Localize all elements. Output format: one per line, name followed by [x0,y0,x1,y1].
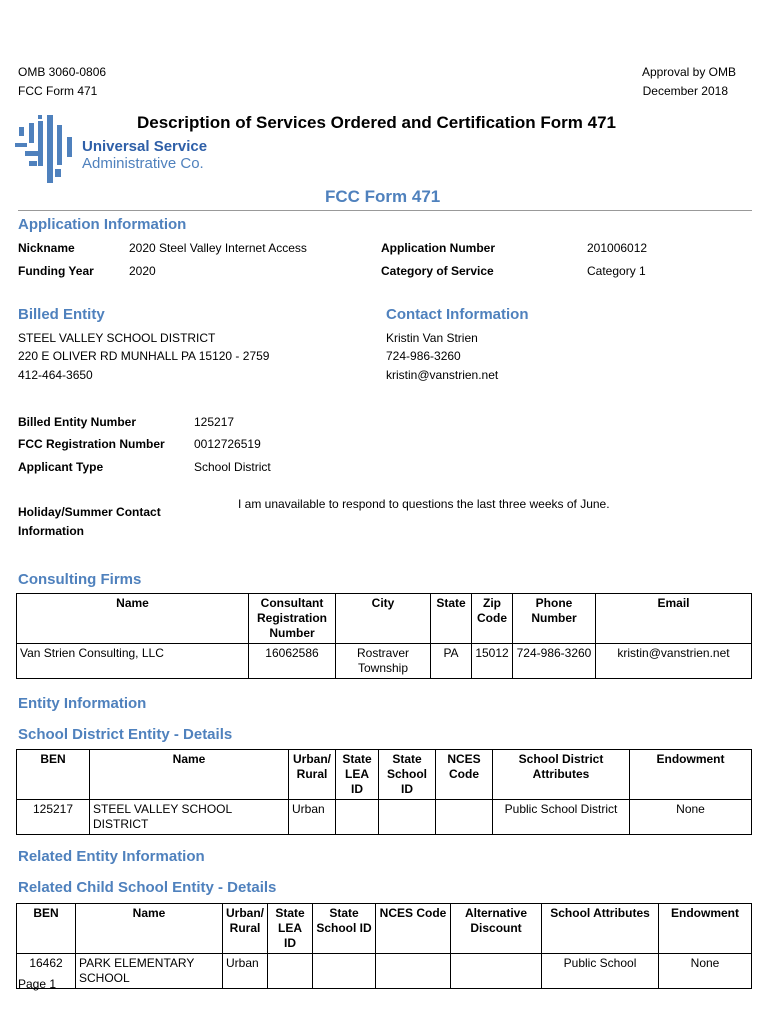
column-header: State LEA ID [336,750,379,800]
form-name: FCC Form 471 [18,84,98,98]
column-header: Endowment [659,904,752,954]
cell-state: PA [431,644,472,679]
cell-city: Rostraver Township [336,644,431,679]
cell-ben: 125217 [17,800,90,835]
application-number-value: 201006012 [587,241,648,255]
cell-endowment: None [630,800,752,835]
column-header: BEN [17,904,76,954]
application-number-label: Application Number [381,241,496,255]
school-district-table [16,749,752,835]
contact-info-title: Contact Information [386,306,529,323]
table-row [17,644,752,679]
billed-entity-name: STEEL VALLEY SCHOOL DISTRICT [18,331,216,345]
table-header-row [17,750,752,800]
consulting-firms-title: Consulting Firms [18,571,142,588]
column-header: Name [17,594,249,644]
column-header: Alternative Discount [451,904,542,954]
cell-phone: 724-986-3260 [513,644,596,679]
approval-date: December 2018 [642,84,728,98]
column-header: Consultant Registration Number [249,594,336,644]
holiday-contact-value: I am unavailable to respond to questions the last three weeks of June. [238,497,610,511]
cell-urban-rural: Urban [289,800,336,835]
table-row [17,954,752,989]
fcc-registration-value: 0012726519 [194,437,261,451]
cell-zip: 15012 [472,644,513,679]
column-header: School Attributes [542,904,659,954]
column-header: Name [76,904,223,954]
application-info-title: Application Information [18,216,187,233]
holiday-contact-label: Holiday/Summer Contact [18,505,161,519]
cell-name: Van Strien Consulting, LLC [17,644,249,679]
table-header-row [17,904,752,954]
column-header: Name [90,750,289,800]
column-header: Urban/ Rural [223,904,268,954]
billed-entity-title: Billed Entity [18,306,105,323]
cell-alternative-discount [451,954,542,989]
child-school-table [16,903,752,989]
column-header: State School ID [313,904,376,954]
nickname-label: Nickname [18,241,75,255]
cell-nces-code [436,800,493,835]
child-school-details-title: Related Child School Entity - Details [18,879,277,896]
applicant-type-value: School District [194,460,271,474]
page-number: Page 1 [18,977,57,991]
funding-year-label: Funding Year [18,264,94,278]
cell-attributes: Public School District [493,800,630,835]
cell-ben: 16462 [17,954,76,989]
column-header: Urban/ Rural [289,750,336,800]
logo-text-line2: Administrative Co. [82,155,204,172]
column-header: Endowment [630,750,752,800]
contact-name: Kristin Van Strien [386,331,478,345]
column-header: State School ID [379,750,436,800]
column-header: State LEA ID [268,904,313,954]
category-label: Category of Service [381,264,494,278]
cell-endowment: None [659,954,752,989]
contact-email: kristin@vanstrien.net [386,368,499,382]
cell-state-school-id [379,800,436,835]
ben-value: 125217 [194,415,235,429]
cell-registration: 16062586 [249,644,336,679]
heading-divider [18,210,752,211]
table-row [17,800,752,835]
table-header-row [17,594,752,644]
cell-name: PARK ELEMENTARY SCHOOL [76,954,223,989]
column-header: NCES Code [436,750,493,800]
billed-entity-phone: 412-464-3650 [18,368,93,382]
logo-text-line1: Universal Service [82,138,208,155]
consulting-firms-table [16,593,752,679]
cell-state-lea-id [336,800,379,835]
cell-state-lea-id [268,954,313,989]
page-title: Description of Services Ordered and Certification Form 471 [137,113,616,132]
cell-state-school-id [313,954,376,989]
fcc-registration-label: FCC Registration Number [18,437,165,451]
column-header: City [336,594,431,644]
column-header: Phone Number [513,594,596,644]
form-heading: FCC Form 471 [325,187,441,206]
contact-phone: 724-986-3260 [386,349,461,363]
cell-urban-rural: Urban [223,954,268,989]
column-header: BEN [17,750,90,800]
column-header: NCES Code [376,904,451,954]
related-entity-title: Related Entity Information [18,848,205,865]
school-district-details-title: School District Entity - Details [18,726,233,743]
funding-year-value: 2020 [129,264,156,278]
cell-email: kristin@vanstrien.net [596,644,752,679]
column-header: Zip Code [472,594,513,644]
cell-nces-code [376,954,451,989]
column-header: School District Attributes [493,750,630,800]
cell-name: STEEL VALLEY SCHOOL DISTRICT [90,800,289,835]
omb-number: OMB 3060-0806 [18,65,107,79]
cell-attributes: Public School [542,954,659,989]
applicant-type-label: Applicant Type [18,460,104,474]
usac-logo-icon [15,115,75,185]
nickname-value: 2020 Steel Valley Internet Access [129,241,307,255]
holiday-contact-label-line2: Information [18,524,84,538]
column-header: Email [596,594,752,644]
ben-label: Billed Entity Number [18,415,137,429]
category-value: Category 1 [587,264,646,278]
approval-label: Approval by OMB [641,65,736,79]
column-header: State [431,594,472,644]
billed-entity-address: 220 E OLIVER RD MUNHALL PA 15120 - 2759 [18,349,270,363]
entity-info-title: Entity Information [18,695,147,712]
